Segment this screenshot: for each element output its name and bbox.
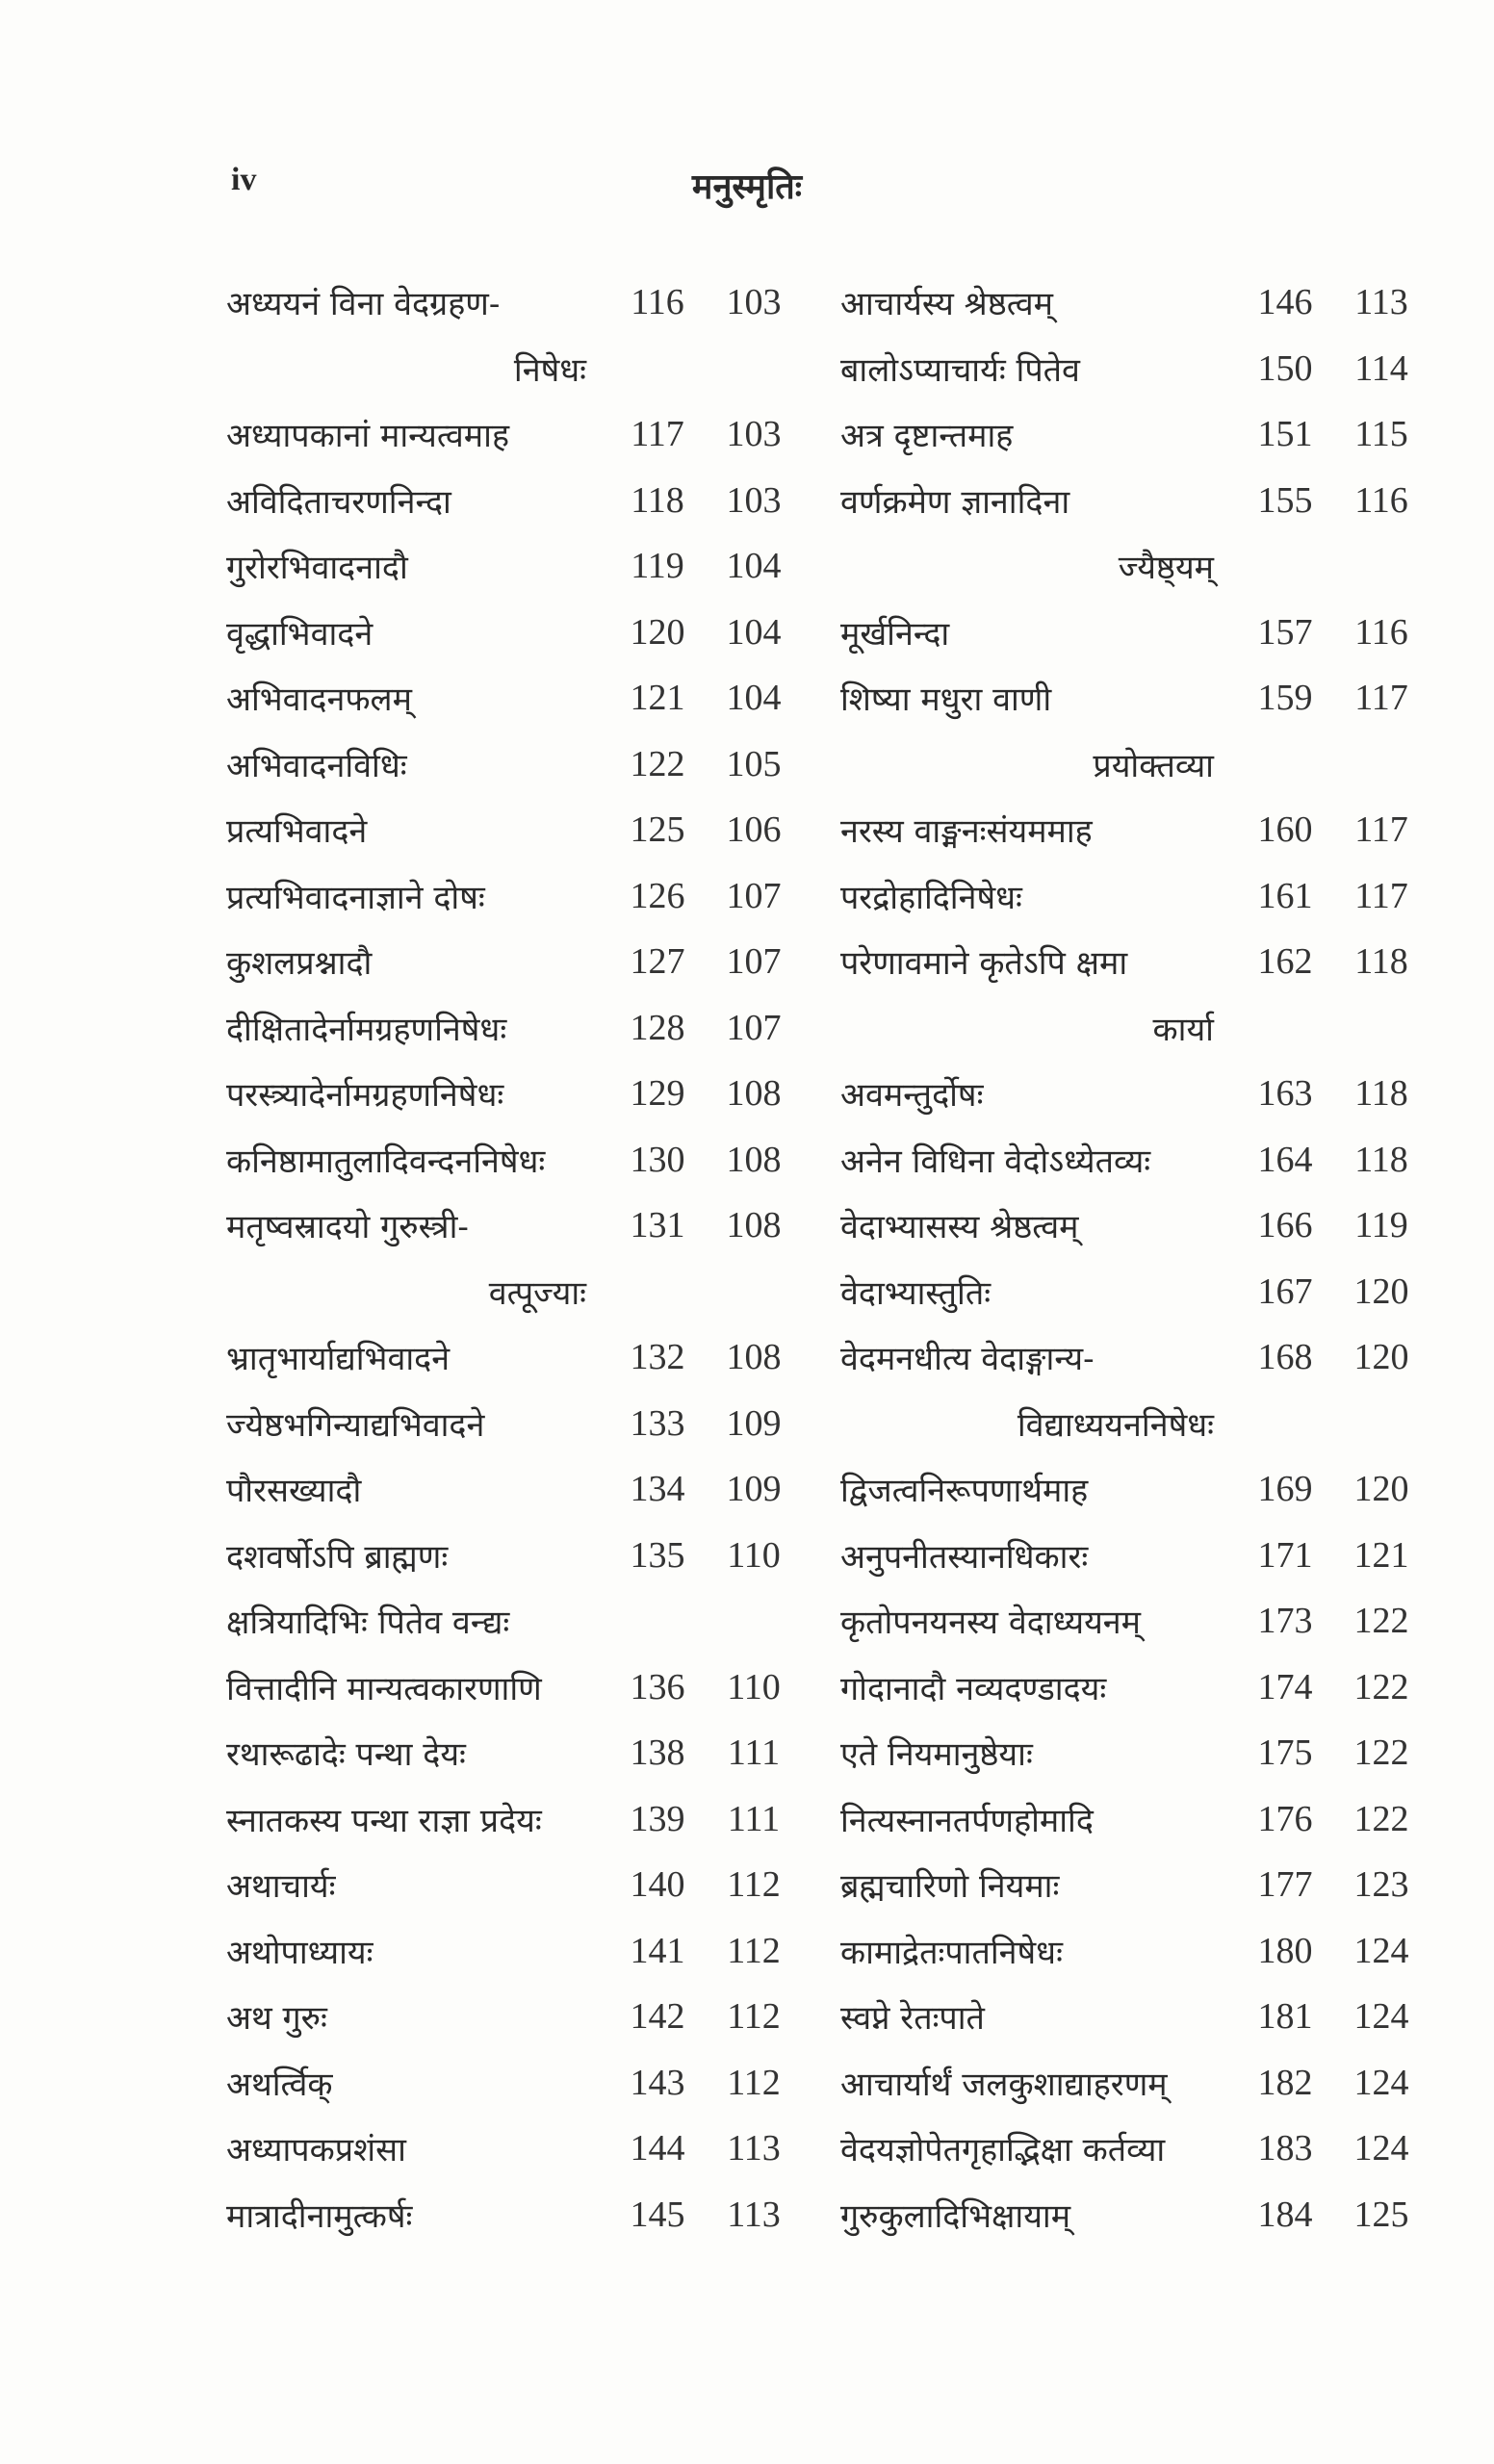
index-entry <box>840 2182 1430 2248</box>
verse-number: 180 <box>1257 1930 1313 1971</box>
index-entry <box>226 2116 802 2182</box>
entry-topic: ज्येष्ठभगिन्याद्यभिवादने <box>226 1405 485 1445</box>
entry-topic: प्रत्यभिवादने <box>226 812 368 852</box>
page-number: 121 <box>1353 1534 1409 1576</box>
page-number: 115 <box>1354 414 1408 455</box>
page-number: 118 <box>1354 941 1408 983</box>
index-entry <box>226 1984 802 2050</box>
entry-topic: अध्यापकानां मान्यत्वमाह <box>226 417 509 456</box>
entry-topic: मूर्खनिन्दा <box>840 614 950 654</box>
verse-number: 160 <box>1257 809 1313 851</box>
page-number: 107 <box>726 875 782 916</box>
verse-number: 155 <box>1257 479 1313 521</box>
index-entry <box>226 1127 802 1194</box>
index-entry <box>226 468 802 534</box>
index-entry <box>840 1588 1430 1655</box>
page-number: 117 <box>1354 678 1408 719</box>
verse-number: 120 <box>630 611 685 653</box>
verse-number: 159 <box>1257 678 1313 719</box>
verse-number: 162 <box>1257 941 1313 983</box>
index-entry <box>226 732 802 798</box>
index-entry <box>226 1852 802 1918</box>
page-number: 122 <box>1353 1732 1409 1774</box>
index-entry <box>226 797 802 863</box>
verse-number: 173 <box>1257 1601 1313 1642</box>
entry-topic: अथोपाध्यायः <box>226 1933 374 1972</box>
index-entry <box>840 2116 1430 2182</box>
index-column-right <box>840 270 1430 2247</box>
index-entry <box>226 1324 802 1391</box>
verse-number: 143 <box>630 2062 685 2103</box>
index-entry <box>226 2050 802 2117</box>
verse-number: 132 <box>630 1337 685 1378</box>
entry-topic: वर्णक्रमेण ज्ञानादिना <box>840 482 1070 522</box>
entry-topic: अध्ययनं विना वेदग्रहण- <box>226 285 501 324</box>
verse-number: 168 <box>1257 1337 1313 1378</box>
page-number: 116 <box>1354 611 1408 653</box>
page-number: 104 <box>726 546 782 587</box>
index-entry <box>226 1193 802 1259</box>
page-header <box>0 162 1494 210</box>
verse-number: 145 <box>630 2194 685 2235</box>
page-number: 103 <box>726 414 782 455</box>
verse-number: 116 <box>631 282 684 323</box>
entry-topic: मतृष्वस्रादयो गुरुस्त्री- <box>226 1208 469 1247</box>
entry-topic: द्विजत्वनिरूपणार्थमाह <box>840 1472 1089 1511</box>
index-entry <box>226 1588 802 1655</box>
page-number: 123 <box>1353 1864 1409 1906</box>
verse-number: 151 <box>1257 414 1313 455</box>
page-number: 106 <box>726 809 782 851</box>
index-entry <box>840 1324 1430 1391</box>
index-entry <box>226 1786 802 1853</box>
page-number: 112 <box>727 1864 781 1906</box>
entry-topic: कनिष्ठामातुलादिवन्दननिषेधः <box>226 1142 546 1181</box>
verse-number: 138 <box>630 1732 685 1774</box>
page-number: 104 <box>726 611 782 653</box>
entry-topic: मात्रादीनामुत्कर्षः <box>226 2196 413 2236</box>
page-number: 103 <box>726 282 782 323</box>
page-number: 118 <box>1354 1139 1408 1180</box>
entry-topic: परस्त्र्यादेर्नामग्रहणनिषेधः <box>226 1076 504 1116</box>
page-number: 112 <box>727 1996 781 2038</box>
entry-topic: गुरोरभिवादनादौ <box>226 549 408 588</box>
entry-topic: पौरसख्यादौ <box>226 1472 362 1511</box>
verse-number: 182 <box>1257 2062 1313 2103</box>
verse-number: 126 <box>630 875 685 916</box>
verse-number: 130 <box>630 1139 685 1180</box>
verse-number: 171 <box>1257 1534 1313 1576</box>
page-number: 103 <box>726 479 782 521</box>
entry-topic: अवमन्तुर्दोषः <box>840 1076 984 1116</box>
verse-number: 129 <box>630 1073 685 1115</box>
entry-topic: आचार्यार्थं जलकुशाद्याहरणम् <box>840 2065 1168 2104</box>
index-entry <box>840 401 1430 468</box>
verse-number: 142 <box>630 1996 685 2038</box>
index-entry <box>226 863 802 930</box>
entry-topic: आचार्यस्य श्रेष्ठत्वम् <box>840 285 1053 324</box>
entry-topic: प्रत्यभिवादनाज्ञाने दोषः <box>226 878 485 917</box>
verse-number: 183 <box>1257 2128 1313 2169</box>
entry-topic: दशवर्षोऽपि ब्राह्मणः <box>226 1537 449 1577</box>
entry-topic: वत्पूज्याः <box>488 1273 586 1313</box>
page-number: 113 <box>1354 282 1408 323</box>
page-number: 108 <box>726 1337 782 1378</box>
index-entry <box>226 1259 802 1325</box>
verse-number: 144 <box>630 2128 685 2169</box>
entry-topic: अध्यापकप्रशंसा <box>226 2131 406 2170</box>
page-number: 122 <box>1353 1666 1409 1707</box>
verse-number: 128 <box>630 1007 685 1048</box>
entry-topic: अथ गुरुः <box>226 1999 327 2039</box>
verse-number: 134 <box>630 1469 685 1510</box>
page-number: 110 <box>727 1666 781 1707</box>
index-entry <box>226 600 802 666</box>
index-entry <box>840 1984 1430 2050</box>
index-entry <box>226 995 802 1062</box>
verse-number: 136 <box>630 1666 685 1707</box>
entry-topic: स्वप्ने रेतःपाते <box>840 1999 985 2039</box>
index-entry <box>226 2182 802 2248</box>
page-number: 107 <box>726 941 782 983</box>
index-entry <box>840 1918 1430 1985</box>
page-number: 109 <box>726 1402 782 1444</box>
verse-number: 177 <box>1257 1864 1313 1906</box>
entry-topic: एते नियमानुष्ठेयाः <box>840 1735 1033 1775</box>
index-entry <box>840 797 1430 863</box>
index-entry <box>226 1720 802 1786</box>
verse-number: 146 <box>1257 282 1313 323</box>
page-number: 111 <box>727 1732 781 1774</box>
entry-topic: नित्यस्नानतर्पणहोमादि <box>840 1801 1094 1840</box>
index-entry <box>840 1523 1430 1589</box>
verse-number: 135 <box>630 1534 685 1576</box>
index-entry <box>840 1391 1430 1457</box>
page-number: 113 <box>727 2194 781 2235</box>
index-entry <box>840 1786 1430 1853</box>
page-number: 108 <box>726 1139 782 1180</box>
verse-number: 133 <box>630 1402 685 1444</box>
running-title: मनुस्मृतिः <box>691 167 803 207</box>
entry-topic: वृद्धाभिवादने <box>226 614 374 654</box>
page-number: 108 <box>726 1205 782 1246</box>
verse-number: 125 <box>630 809 685 851</box>
verse-number: 118 <box>631 479 684 521</box>
index-entry <box>840 1193 1430 1259</box>
entry-topic: गोदानादौ नव्यदण्डादयः <box>840 1669 1107 1708</box>
page-number: 124 <box>1353 2062 1409 2103</box>
entry-topic: कामाद्रेतःपातनिषेधः <box>840 1933 1063 1972</box>
entry-topic: अभिवादनविधिः <box>226 746 407 785</box>
index-entry <box>840 270 1430 336</box>
entry-topic: स्नातकस्य पन्था राज्ञा प्रदेयः <box>226 1801 542 1840</box>
verse-number: 163 <box>1257 1073 1313 1115</box>
verse-number: 184 <box>1257 2194 1313 2235</box>
index-entry <box>226 665 802 732</box>
index-entry <box>840 468 1430 534</box>
page-number: 107 <box>726 1007 782 1048</box>
verse-number: 131 <box>630 1205 685 1246</box>
page-number: 112 <box>727 1930 781 1971</box>
verse-number: 117 <box>631 414 684 455</box>
page-number: 104 <box>726 678 782 719</box>
entry-topic: प्रयोक्तव्या <box>1093 746 1214 785</box>
page-number: 124 <box>1353 1996 1409 2038</box>
entry-topic: अत्र दृष्टान्तमाह <box>840 417 1014 456</box>
page-number: 124 <box>1353 2128 1409 2169</box>
entry-topic: भ्रातृभार्याद्यभिवादने <box>226 1340 451 1379</box>
index-entry <box>840 2050 1430 2117</box>
index-column-left <box>226 270 802 2247</box>
entry-topic: बालोऽप्याचार्यः पितेव <box>840 350 1080 390</box>
page-number: 116 <box>1354 479 1408 521</box>
entry-topic: वित्तादीनि मान्यत्वकारणाणि <box>226 1669 542 1708</box>
entry-topic: शिष्या मधुरा वाणी <box>840 680 1052 720</box>
index-entry <box>226 533 802 600</box>
index-entry <box>226 401 802 468</box>
entry-topic: निषेधः <box>513 350 586 390</box>
verse-number: 176 <box>1257 1798 1313 1839</box>
page-number: 119 <box>1354 1205 1408 1246</box>
page-number: 120 <box>1353 1469 1409 1510</box>
index-entry <box>840 1456 1430 1523</box>
entry-topic: वेदमनधीत्य वेदाङ्गान्य- <box>840 1340 1095 1379</box>
index-entry <box>840 1720 1430 1786</box>
index-entry <box>840 863 1430 930</box>
entry-topic: वेदाभ्यास्तुतिः <box>840 1273 992 1313</box>
entry-topic: अभिवादनफलम् <box>226 680 412 720</box>
verse-number: 175 <box>1257 1732 1313 1774</box>
page-number: 122 <box>1353 1601 1409 1642</box>
entry-topic: विद्याध्ययननिषेधः <box>1017 1405 1214 1445</box>
entry-topic: वेदाभ्यासस्य श्रेष्ठत्वम् <box>840 1208 1079 1247</box>
index-entry <box>840 1852 1430 1918</box>
entry-topic: कुशलप्रश्नादौ <box>226 944 373 984</box>
index-entry <box>226 1456 802 1523</box>
index-entry <box>840 1061 1430 1127</box>
entry-topic: दीक्षितादेर्नामग्रहणनिषेधः <box>226 1010 507 1049</box>
entry-topic: नरस्य वाङ्मनःसंयममाह <box>840 812 1093 852</box>
page-number: 122 <box>1353 1798 1409 1839</box>
verse-number: 122 <box>630 743 685 784</box>
page-number: 109 <box>726 1469 782 1510</box>
page-number: 118 <box>1354 1073 1408 1115</box>
index-entry <box>840 533 1430 600</box>
verse-number: 169 <box>1257 1469 1313 1510</box>
page-number: 117 <box>1354 809 1408 851</box>
verse-number: 157 <box>1257 611 1313 653</box>
verse-number: 127 <box>630 941 685 983</box>
index-entry <box>840 1127 1430 1194</box>
entry-topic: अविदिताचरणनिन्दा <box>226 482 451 522</box>
entry-topic: परेणावमाने कृतेऽपि क्षमा <box>840 944 1128 984</box>
entry-topic: अनेन विधिना वेदोऽध्येतव्यः <box>840 1142 1151 1181</box>
entry-topic: रथारूढादेः पन्था देयः <box>226 1735 466 1775</box>
page-number: 111 <box>727 1798 781 1839</box>
entry-topic: परद्रोहादिनिषेधः <box>840 878 1022 917</box>
index-entry <box>840 600 1430 666</box>
index-entry <box>840 665 1430 732</box>
page-number: 105 <box>726 743 782 784</box>
verse-number: 161 <box>1257 875 1313 916</box>
page-number: 120 <box>1353 1337 1409 1378</box>
entry-topic: ब्रह्मचारिणो नियमाः <box>840 1867 1060 1907</box>
verse-number: 181 <box>1257 1996 1313 2038</box>
index-entry <box>840 336 1430 402</box>
page-number: 124 <box>1353 1930 1409 1971</box>
verse-number: 140 <box>630 1864 685 1906</box>
page-number: 117 <box>1354 875 1408 916</box>
verse-number: 166 <box>1257 1205 1313 1246</box>
verse-number: 174 <box>1257 1666 1313 1707</box>
entry-topic: कार्या <box>1152 1010 1214 1049</box>
page-number: 120 <box>1353 1270 1409 1312</box>
index-entry <box>226 270 802 336</box>
index-entry <box>840 1259 1430 1325</box>
page-number: 125 <box>1353 2194 1409 2235</box>
entry-topic: क्षत्रियादिभिः पितेव वन्द्यः <box>226 1604 510 1643</box>
index-entry <box>226 929 802 995</box>
index-entry <box>226 1061 802 1127</box>
verse-number: 139 <box>630 1798 685 1839</box>
page-number: 114 <box>1354 347 1408 389</box>
index-entry <box>226 1391 802 1457</box>
verse-number: 167 <box>1257 1270 1313 1312</box>
entry-topic: अथर्त्विक् <box>226 2065 333 2104</box>
page-number: 112 <box>727 2062 781 2103</box>
page-number: 113 <box>727 2128 781 2169</box>
entry-topic: अथाचार्यः <box>226 1867 336 1907</box>
index-entry <box>840 995 1430 1062</box>
index-entry <box>226 336 802 402</box>
index-entry <box>226 1655 802 1721</box>
index-entry <box>840 1655 1430 1721</box>
page-folio: iv <box>231 162 257 197</box>
entry-topic: वेदयज्ञोपेतगृहाद्भिक्षा कर्तव्या <box>840 2131 1166 2170</box>
entry-topic: गुरुकुलादिभिक्षायाम् <box>840 2196 1071 2236</box>
entry-topic: कृतोपनयनस्य वेदाध्ययनम् <box>840 1604 1142 1643</box>
verse-number: 164 <box>1257 1139 1313 1180</box>
index-entry <box>226 1523 802 1589</box>
index-entry <box>226 1918 802 1985</box>
entry-topic: ज्यैष्ठ्यम् <box>1118 549 1214 588</box>
entry-topic: अनुपनीतस्यानधिकारः <box>840 1537 1089 1577</box>
index-entry <box>840 732 1430 798</box>
verse-number: 150 <box>1257 347 1313 389</box>
page-number: 108 <box>726 1073 782 1115</box>
index-entry <box>840 929 1430 995</box>
verse-number: 119 <box>631 546 684 587</box>
page-number: 110 <box>727 1534 781 1576</box>
verse-number: 141 <box>630 1930 685 1971</box>
verse-number: 121 <box>630 678 685 719</box>
